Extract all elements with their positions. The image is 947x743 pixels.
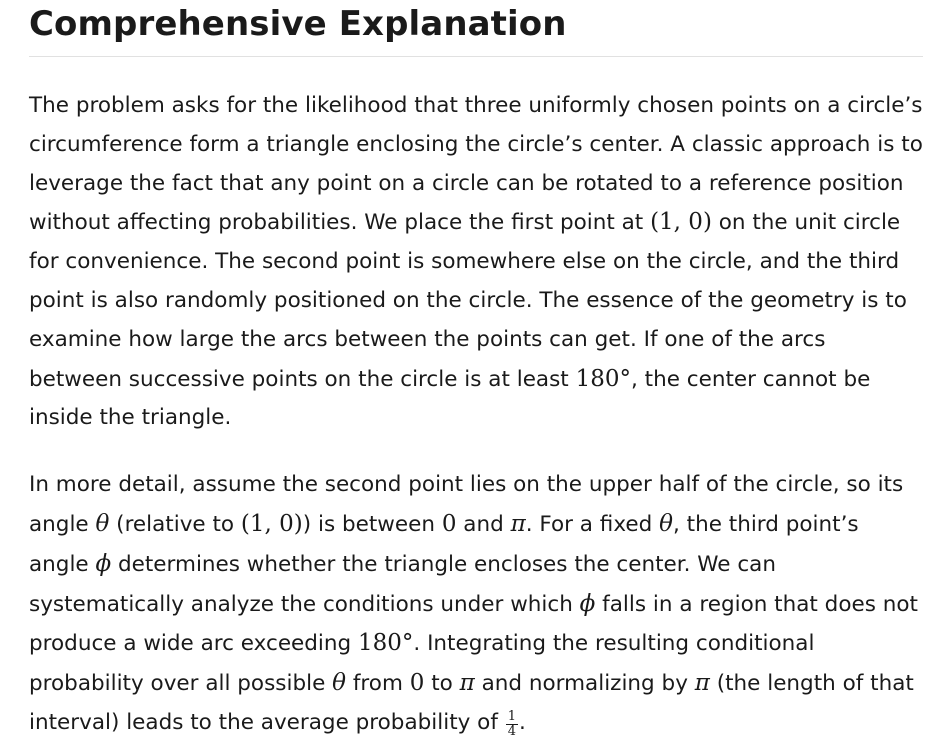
- text: determines whether the triangle encloses the center. We can systematically analyze the conditions under which: [29, 551, 776, 617]
- math-theta: θ: [659, 510, 673, 537]
- math-fraction: [506, 710, 518, 739]
- text: and: [456, 511, 511, 537]
- math-zero: 0: [409, 670, 425, 697]
- math-point: (1, 0): [650, 209, 712, 236]
- math-pi: π: [510, 510, 526, 537]
- text: .: [519, 709, 526, 735]
- text: , the third point’s angle: [29, 511, 859, 577]
- math-point: (1, 0): [240, 510, 303, 537]
- math-zero: 0: [441, 510, 457, 537]
- math-theta: θ: [95, 510, 110, 537]
- text: The problem asks for the likelihood that three uniformly chosen points on a circle’s circumference form a triangle enclosing the circle’s center. A classic approach is to leverage the fact that any point on a circle can be rotated to a reference position without affecting probabilities. We place the first point at: [29, 93, 923, 236]
- text: . Integrating the resulting conditional probability over all possible: [29, 631, 815, 697]
- fraction-numerator: 1: [507, 708, 517, 724]
- text: In more detail, assume the second point lies on the upper half of the circle, so its angle: [29, 472, 904, 537]
- text: ) is between: [302, 511, 442, 537]
- paragraph-2: [29, 466, 923, 743]
- math-theta: θ: [332, 670, 347, 697]
- text: (relative to: [109, 511, 241, 537]
- math-angle: 180°: [358, 630, 414, 657]
- text: falls in a region that does not produce a wide arc exceeding: [29, 591, 918, 657]
- paragraph-1: [29, 87, 923, 438]
- math-angle: 180°: [575, 365, 631, 392]
- heading-divider: [29, 56, 923, 57]
- text: and normalizing by: [474, 671, 695, 697]
- fraction-denominator: 4: [507, 723, 517, 739]
- math-phi: ϕ: [95, 550, 112, 577]
- text: on the unit circle for convenience. The second point is somewhere else on the circle, and the third point is also randomly positioned on the circle. The essence of the geometry is to examine how large the arcs between the points can get. If one of the arcs between successive points on the circle is at least: [29, 210, 907, 392]
- math-pi: π: [459, 670, 475, 697]
- text: . For a fixed: [525, 511, 660, 537]
- text: from: [346, 671, 410, 697]
- text: (the length of that interval) leads to the average probability of: [29, 671, 914, 735]
- text: , the center cannot be inside the triangle.: [29, 366, 871, 431]
- text: to: [424, 671, 460, 697]
- math-pi: π: [694, 670, 710, 697]
- math-phi: ϕ: [579, 590, 596, 617]
- page-title: Comprehensive Explanation: [29, 4, 567, 44]
